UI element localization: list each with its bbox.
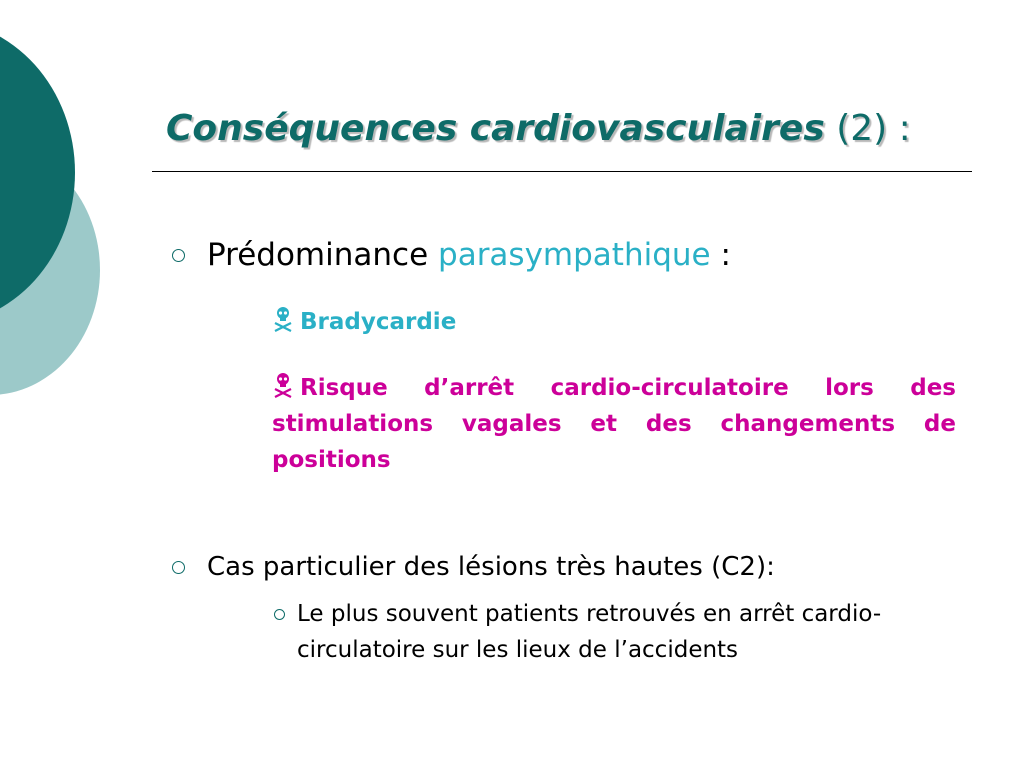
bullet-predominance-tail: : [710,237,731,273]
sub-bullet-ring-icon [274,609,285,620]
title-suffix: (2) : [824,108,911,149]
bullet-cas-particulier: Cas particulier des lésions très hautes (C2): [207,552,775,582]
bullet-predominance-accent: parasympathique [438,237,711,273]
skull-crossbones-icon [272,372,294,398]
slide-title [166,106,911,152]
sub-bullet-patients: Le plus souvent patients retrouvés en arrêt cardio-circulatoire sur les lieux de l’accidents [297,601,882,663]
bullet-predominance [207,234,731,276]
bullet-ring-icon [172,561,185,574]
skull-crossbones-icon [272,306,294,332]
sub-bullet-risque [272,370,956,478]
title-main: Conséquences cardiovasculaires [166,108,825,149]
bullet-ring-icon [172,249,185,262]
sub-bullet-risque-text: Risque d’arrêt cardio-circulatoire lors des stimulations vagales et des changements de positions [272,375,956,473]
sub-bullet-bradycardie-text: Bradycardie [300,309,457,335]
bullet-predominance-text: Prédominance [207,237,439,273]
sub-bullet-bradycardie [272,306,456,338]
title-divider [152,171,972,172]
